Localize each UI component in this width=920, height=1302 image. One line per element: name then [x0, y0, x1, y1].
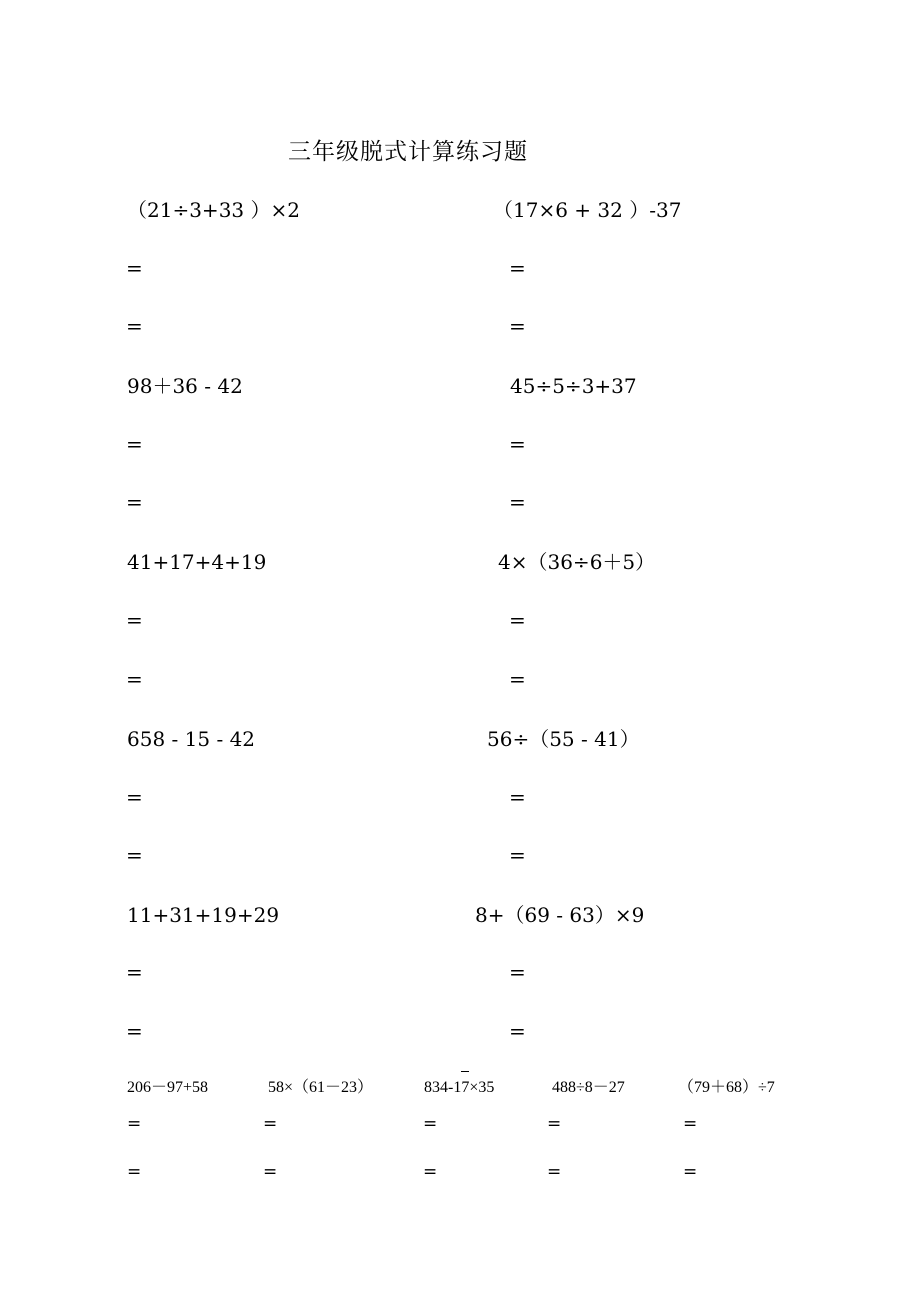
problem-8: 56÷（55 - 41）: [487, 727, 640, 751]
problem-1-step-1: =: [126, 256, 143, 280]
problem-10-step-2: =: [509, 1019, 526, 1043]
small-problem-1: 206－97+58: [127, 1079, 209, 1096]
problem-8-step-2: =: [509, 843, 526, 867]
small-problem-3-step-1: =: [423, 1114, 438, 1134]
small-problem-3-step-2: =: [423, 1162, 438, 1182]
problem-9-step-2: =: [126, 1019, 143, 1043]
small-problem-1-step-2: =: [127, 1162, 142, 1182]
problem-4-step-1: =: [509, 432, 526, 456]
problem-10-step-1: =: [509, 960, 526, 984]
problem-10: 8+（69 - 63）×9: [475, 903, 645, 927]
problem-8-step-1: =: [509, 785, 526, 809]
problem-1: （21÷3+33 ）×2: [127, 198, 300, 222]
small-problem-5: （79＋68）÷7: [678, 1079, 775, 1096]
small-problem-3: 834-17×35: [424, 1079, 495, 1096]
small-problem-2: 58×（61－23）: [268, 1079, 374, 1096]
problem-3-step-1: =: [126, 432, 143, 456]
problem-2: （17×6 + 32 ）-37: [493, 198, 682, 222]
problem-5: 41+17+4+19: [127, 550, 267, 574]
small-problem-1-step-1: =: [127, 1114, 142, 1134]
problem-1-step-2: =: [126, 314, 143, 338]
small-problem-4-step-2: =: [547, 1162, 562, 1182]
problem-3: 98＋36 - 42: [127, 374, 243, 398]
problem-9-step-1: =: [126, 960, 143, 984]
problem-4-step-2: =: [509, 490, 526, 514]
problem-9: 11+31+19+29: [127, 903, 280, 927]
small-problem-5-step-2: =: [683, 1162, 698, 1182]
problem-2-step-2: =: [509, 314, 526, 338]
problem-4: 45÷5÷3+37: [510, 374, 637, 398]
small-problem-4-step-1: =: [547, 1114, 562, 1134]
small-problem-2-step-1: =: [263, 1114, 278, 1134]
page-title: 三年级脱式计算练习题: [288, 139, 528, 165]
problem-5-step-2: =: [126, 667, 143, 691]
small-problem-2-step-2: =: [263, 1162, 278, 1182]
small-problem-4: 488÷8－27: [552, 1079, 625, 1096]
problem-6-step-2: =: [509, 667, 526, 691]
problem-5-step-1: =: [126, 608, 143, 632]
problem-6-step-1: =: [509, 608, 526, 632]
small-problem-5-step-1: =: [683, 1114, 698, 1134]
problem-7-step-1: =: [126, 785, 143, 809]
stray-mark: [461, 1071, 469, 1072]
problem-7-step-2: =: [126, 843, 143, 867]
problem-7: 658 - 15 - 42: [127, 727, 256, 751]
problem-2-step-1: =: [509, 256, 526, 280]
problem-3-step-2: =: [126, 490, 143, 514]
problem-6: 4×（36÷6＋5）: [498, 550, 656, 574]
